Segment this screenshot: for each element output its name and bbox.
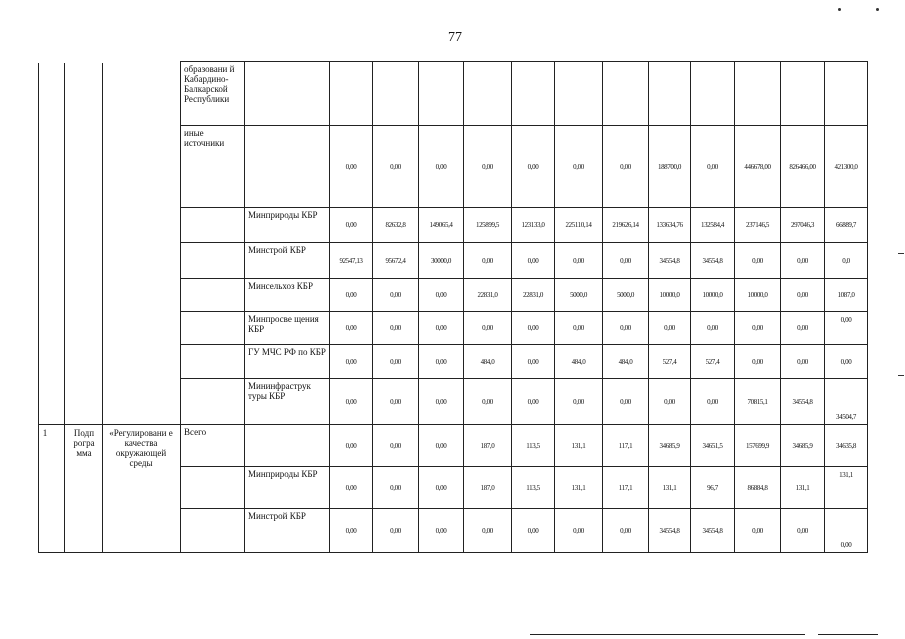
amount-cell: 34554,8 <box>781 379 825 425</box>
amount-cell: 0,00 <box>691 312 735 345</box>
amount-cell: 22831,0 <box>512 279 555 312</box>
subprogram-name: «Регулировани е качества окружающей среды <box>109 428 173 468</box>
amount-cell: 125899,5 <box>464 208 512 243</box>
amount-cell: 0,00 <box>691 379 735 425</box>
source-label: образовани й Кабардино-Балкарской Республики <box>181 62 245 126</box>
amount-cell: 131,1 <box>649 467 691 509</box>
amount-cell: 0,00 <box>419 312 464 345</box>
amount-cell: 0,00 <box>825 509 868 553</box>
amount-cell: 0,00 <box>555 312 603 345</box>
amount-cell: 131,1 <box>555 425 603 467</box>
table-row <box>181 467 868 509</box>
amount-cell: 0,00 <box>373 425 419 467</box>
footer-line <box>530 634 805 635</box>
amount-cell: 225110,14 <box>555 208 603 243</box>
amount-cell: 188700,0 <box>649 126 691 208</box>
amount-cell: 0,00 <box>330 467 373 509</box>
amount-cell: 133634,76 <box>649 208 691 243</box>
table-row <box>181 62 868 126</box>
amount-cell: 0,00 <box>781 509 825 553</box>
amount-cell: 131,1 <box>781 467 825 509</box>
executor-label: Минстрой КБР <box>245 509 330 553</box>
amount-cell: 96,7 <box>691 467 735 509</box>
executor-label: Минстрой КБР <box>245 243 330 279</box>
amount-cell: 66889,7 <box>825 208 868 243</box>
amount-cell: 0,00 <box>419 425 464 467</box>
footer-line-short <box>818 634 878 635</box>
amount-cell: 0,00 <box>373 379 419 425</box>
amount-cell: 0,00 <box>330 279 373 312</box>
amount-cell: 34685,9 <box>781 425 825 467</box>
amount-cell: 0,00 <box>373 345 419 379</box>
amount-cell: 446678,00 <box>735 126 781 208</box>
amount-cell: 157699,9 <box>735 425 781 467</box>
amount-cell: 86884,8 <box>735 467 781 509</box>
amount-cell: 0,00 <box>512 126 555 208</box>
amount-cell: 0,00 <box>464 379 512 425</box>
amount-cell: 0,00 <box>419 279 464 312</box>
amount-cell: 0,00 <box>781 243 825 279</box>
amount-cell: 5000,0 <box>603 279 649 312</box>
source-label: иные источники <box>181 126 245 208</box>
amount-cell <box>691 62 735 126</box>
amount-cell: 34554,8 <box>691 509 735 553</box>
amount-cell: 0,00 <box>825 312 868 345</box>
amount-cell: 297046,3 <box>781 208 825 243</box>
amount-cell <box>419 62 464 126</box>
source-label <box>181 379 245 425</box>
table-row <box>181 425 868 467</box>
table-row <box>181 279 868 312</box>
amount-cell: 131,1 <box>825 467 868 509</box>
amount-cell: 123133,0 <box>512 208 555 243</box>
executor-label: Мининфраструк туры КБР <box>245 379 330 425</box>
amount-cell: 34504,7 <box>825 379 868 425</box>
amount-cell: 10000,0 <box>649 279 691 312</box>
amount-cell: 0,00 <box>330 345 373 379</box>
amount-cell: 10000,0 <box>735 279 781 312</box>
page-number: 77 <box>448 30 462 45</box>
amount-cell: 826466,00 <box>781 126 825 208</box>
amount-cell: 527,4 <box>649 345 691 379</box>
executor-label <box>245 62 330 126</box>
amount-cell: 0,00 <box>735 312 781 345</box>
table-row <box>181 509 868 553</box>
amount-cell: 421300,0 <box>825 126 868 208</box>
amount-cell: 0,00 <box>464 243 512 279</box>
amount-cell: 0,00 <box>691 126 735 208</box>
amount-cell <box>649 62 691 126</box>
amount-cell: 0,00 <box>603 379 649 425</box>
amount-cell: 219626,14 <box>603 208 649 243</box>
amount-cell: 34635,8 <box>825 425 868 467</box>
amount-cell: 0,00 <box>603 126 649 208</box>
row-number: 1 <box>42 428 48 438</box>
margin-mark <box>898 375 904 376</box>
subprogram-row-top <box>38 424 180 425</box>
amount-cell: 0,00 <box>649 312 691 345</box>
amount-cell: 0,00 <box>555 243 603 279</box>
amount-cell: 187,0 <box>464 467 512 509</box>
amount-cell: 237146,5 <box>735 208 781 243</box>
source-label <box>181 243 245 279</box>
amount-cell: 187,0 <box>464 425 512 467</box>
amount-cell <box>825 62 868 126</box>
amount-cell: 0,00 <box>603 312 649 345</box>
funding-table <box>180 61 868 553</box>
amount-cell: 0,00 <box>825 345 868 379</box>
amount-cell: 527,4 <box>691 345 735 379</box>
amount-cell: 1087,0 <box>825 279 868 312</box>
amount-cell: 484,0 <box>555 345 603 379</box>
left-border-1 <box>38 63 39 553</box>
table-row <box>181 208 868 243</box>
amount-cell: 0,00 <box>512 312 555 345</box>
amount-cell: 113,5 <box>512 467 555 509</box>
executor-label: ГУ МЧС РФ по КБР <box>245 345 330 379</box>
amount-cell: 113,5 <box>512 425 555 467</box>
amount-cell <box>512 62 555 126</box>
amount-cell: 0,00 <box>781 312 825 345</box>
table-row <box>181 126 868 208</box>
table-row <box>181 379 868 425</box>
source-label <box>181 509 245 553</box>
margin-mark <box>898 253 904 254</box>
amount-cell: 10000,0 <box>691 279 735 312</box>
amount-cell: 0,00 <box>419 379 464 425</box>
amount-cell: 0,00 <box>373 509 419 553</box>
amount-cell: 0,00 <box>512 379 555 425</box>
amount-cell: 132584,4 <box>691 208 735 243</box>
executor-label: Минприроды КБР <box>245 208 330 243</box>
amount-cell: 0,00 <box>373 467 419 509</box>
amount-cell: 34554,8 <box>649 243 691 279</box>
table-row <box>181 345 868 379</box>
amount-cell: 0,00 <box>464 312 512 345</box>
amount-cell: 0,00 <box>735 509 781 553</box>
left-border-3 <box>102 63 103 553</box>
amount-cell <box>464 62 512 126</box>
amount-cell: 70815,1 <box>735 379 781 425</box>
executor-label: Минпросве щения КБР <box>245 312 330 345</box>
amount-cell: 0,00 <box>373 126 419 208</box>
amount-cell: 0,00 <box>512 345 555 379</box>
amount-cell: 0,00 <box>735 243 781 279</box>
amount-cell: 34554,8 <box>691 243 735 279</box>
source-label <box>181 279 245 312</box>
amount-cell: 22831,0 <box>464 279 512 312</box>
amount-cell: 0,00 <box>373 312 419 345</box>
amount-cell: 0,00 <box>330 208 373 243</box>
amount-cell: 0,00 <box>603 509 649 553</box>
source-label: Всего <box>181 425 245 467</box>
amount-cell: 131,1 <box>555 467 603 509</box>
table-bottom-left <box>38 552 180 553</box>
amount-cell: 117,1 <box>603 425 649 467</box>
table-row <box>181 312 868 345</box>
amount-cell: 0,00 <box>464 126 512 208</box>
amount-cell: 92547,13 <box>330 243 373 279</box>
amount-cell <box>781 62 825 126</box>
source-label <box>181 467 245 509</box>
amount-cell: 484,0 <box>603 345 649 379</box>
left-border-2 <box>64 63 65 553</box>
executor-label <box>245 425 330 467</box>
amount-cell: 0,00 <box>512 509 555 553</box>
amount-cell: 149065,4 <box>419 208 464 243</box>
amount-cell <box>373 62 419 126</box>
amount-cell: 0,00 <box>419 126 464 208</box>
amount-cell: 0,00 <box>555 126 603 208</box>
amount-cell: 484,0 <box>464 345 512 379</box>
amount-cell: 117,1 <box>603 467 649 509</box>
amount-cell: 0,00 <box>419 467 464 509</box>
amount-cell: 34685,9 <box>649 425 691 467</box>
amount-cell: 0,00 <box>419 509 464 553</box>
amount-cell: 0,00 <box>330 509 373 553</box>
amount-cell: 0,00 <box>781 279 825 312</box>
amount-cell <box>603 62 649 126</box>
amount-cell: 0,00 <box>555 509 603 553</box>
executor-label: Минсельхоз КБР <box>245 279 330 312</box>
scan-speck <box>876 8 879 11</box>
amount-cell: 0,00 <box>373 279 419 312</box>
amount-cell: 0,00 <box>330 425 373 467</box>
subprogram-type: Подп рогра мма <box>73 428 95 458</box>
amount-cell <box>330 62 373 126</box>
amount-cell: 0,00 <box>330 126 373 208</box>
amount-cell: 0,00 <box>330 379 373 425</box>
scan-speck <box>838 8 841 11</box>
amount-cell: 0,00 <box>419 345 464 379</box>
amount-cell: 0,00 <box>735 345 781 379</box>
amount-cell: 0,00 <box>781 345 825 379</box>
amount-cell: 0,00 <box>330 312 373 345</box>
amount-cell: 0,00 <box>555 379 603 425</box>
amount-cell: 34651,5 <box>691 425 735 467</box>
amount-cell: 0,00 <box>512 243 555 279</box>
amount-cell: 34554,8 <box>649 509 691 553</box>
amount-cell: 0,00 <box>603 243 649 279</box>
amount-cell: 5000,0 <box>555 279 603 312</box>
executor-label: Минприроды КБР <box>245 467 330 509</box>
amount-cell: 82632,8 <box>373 208 419 243</box>
amount-cell: 30000,0 <box>419 243 464 279</box>
amount-cell: 95672,4 <box>373 243 419 279</box>
amount-cell: 0,0 <box>825 243 868 279</box>
source-label <box>181 345 245 379</box>
amount-cell: 0,00 <box>464 509 512 553</box>
source-label <box>181 312 245 345</box>
executor-label <box>245 126 330 208</box>
amount-cell <box>735 62 781 126</box>
table-row <box>181 243 868 279</box>
amount-cell <box>555 62 603 126</box>
source-label <box>181 208 245 243</box>
amount-cell: 0,00 <box>649 379 691 425</box>
